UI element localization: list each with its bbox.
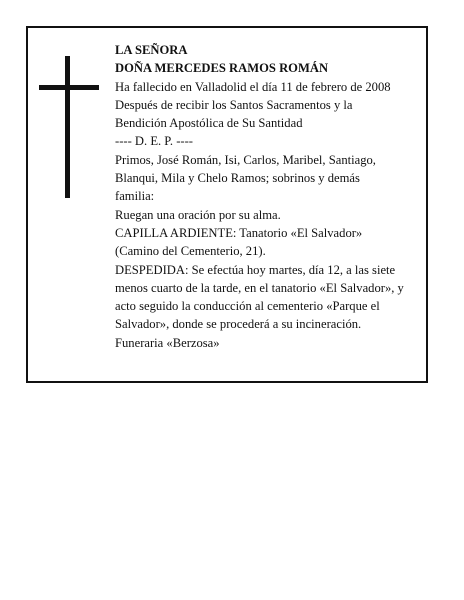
notice-line: Primos, José Román, Isi, Carlos, Maribel, Santiago, (115, 152, 376, 167)
chapel-line: CAPILLA ARDIENTE: Tanatorio «El Salvador» (115, 225, 363, 240)
notice-line: Después de recibir los Santos Sacramentos y la (115, 97, 353, 112)
notice-line: Ha fallecido en Valladolid el día 11 de febrero de 2008 (115, 79, 391, 94)
farewell-line: menos cuarto de la tarde, en el tanatorio «El Salvador», y (115, 280, 404, 295)
notice-text (115, 41, 428, 352)
cross-vertical-bar (65, 56, 70, 198)
farewell-line: Salvador», donde se procederá a su incineración. (115, 317, 362, 332)
notice-heading: LA SEÑORA (115, 43, 188, 57)
notice-line: familia: (115, 189, 155, 204)
funeral-home-line: Funeraria «Berzosa» (115, 335, 220, 350)
notice-line: Bendición Apostólica de Su Santidad (115, 116, 303, 131)
cross-icon (39, 56, 99, 198)
farewell-line: DESPEDIDA: Se efectúa hoy martes, día 12, a las siete (115, 262, 396, 277)
rip-line: ---- D. E. P. ---- (115, 134, 193, 149)
deceased-name: DOÑA MERCEDES RAMOS ROMÁN (115, 61, 329, 76)
chapel-address-line: (Camino del Cementerio, 21). (115, 244, 266, 259)
obituary-notice (26, 26, 428, 383)
farewell-line: acto seguido la conducción al cementerio «Parque el (115, 299, 380, 314)
notice-line: Blanqui, Mila y Chelo Ramos; sobrinos y demás (115, 171, 360, 186)
notice-line: Ruegan una oración por su alma. (115, 207, 281, 222)
cross-horizontal-bar (39, 85, 99, 90)
